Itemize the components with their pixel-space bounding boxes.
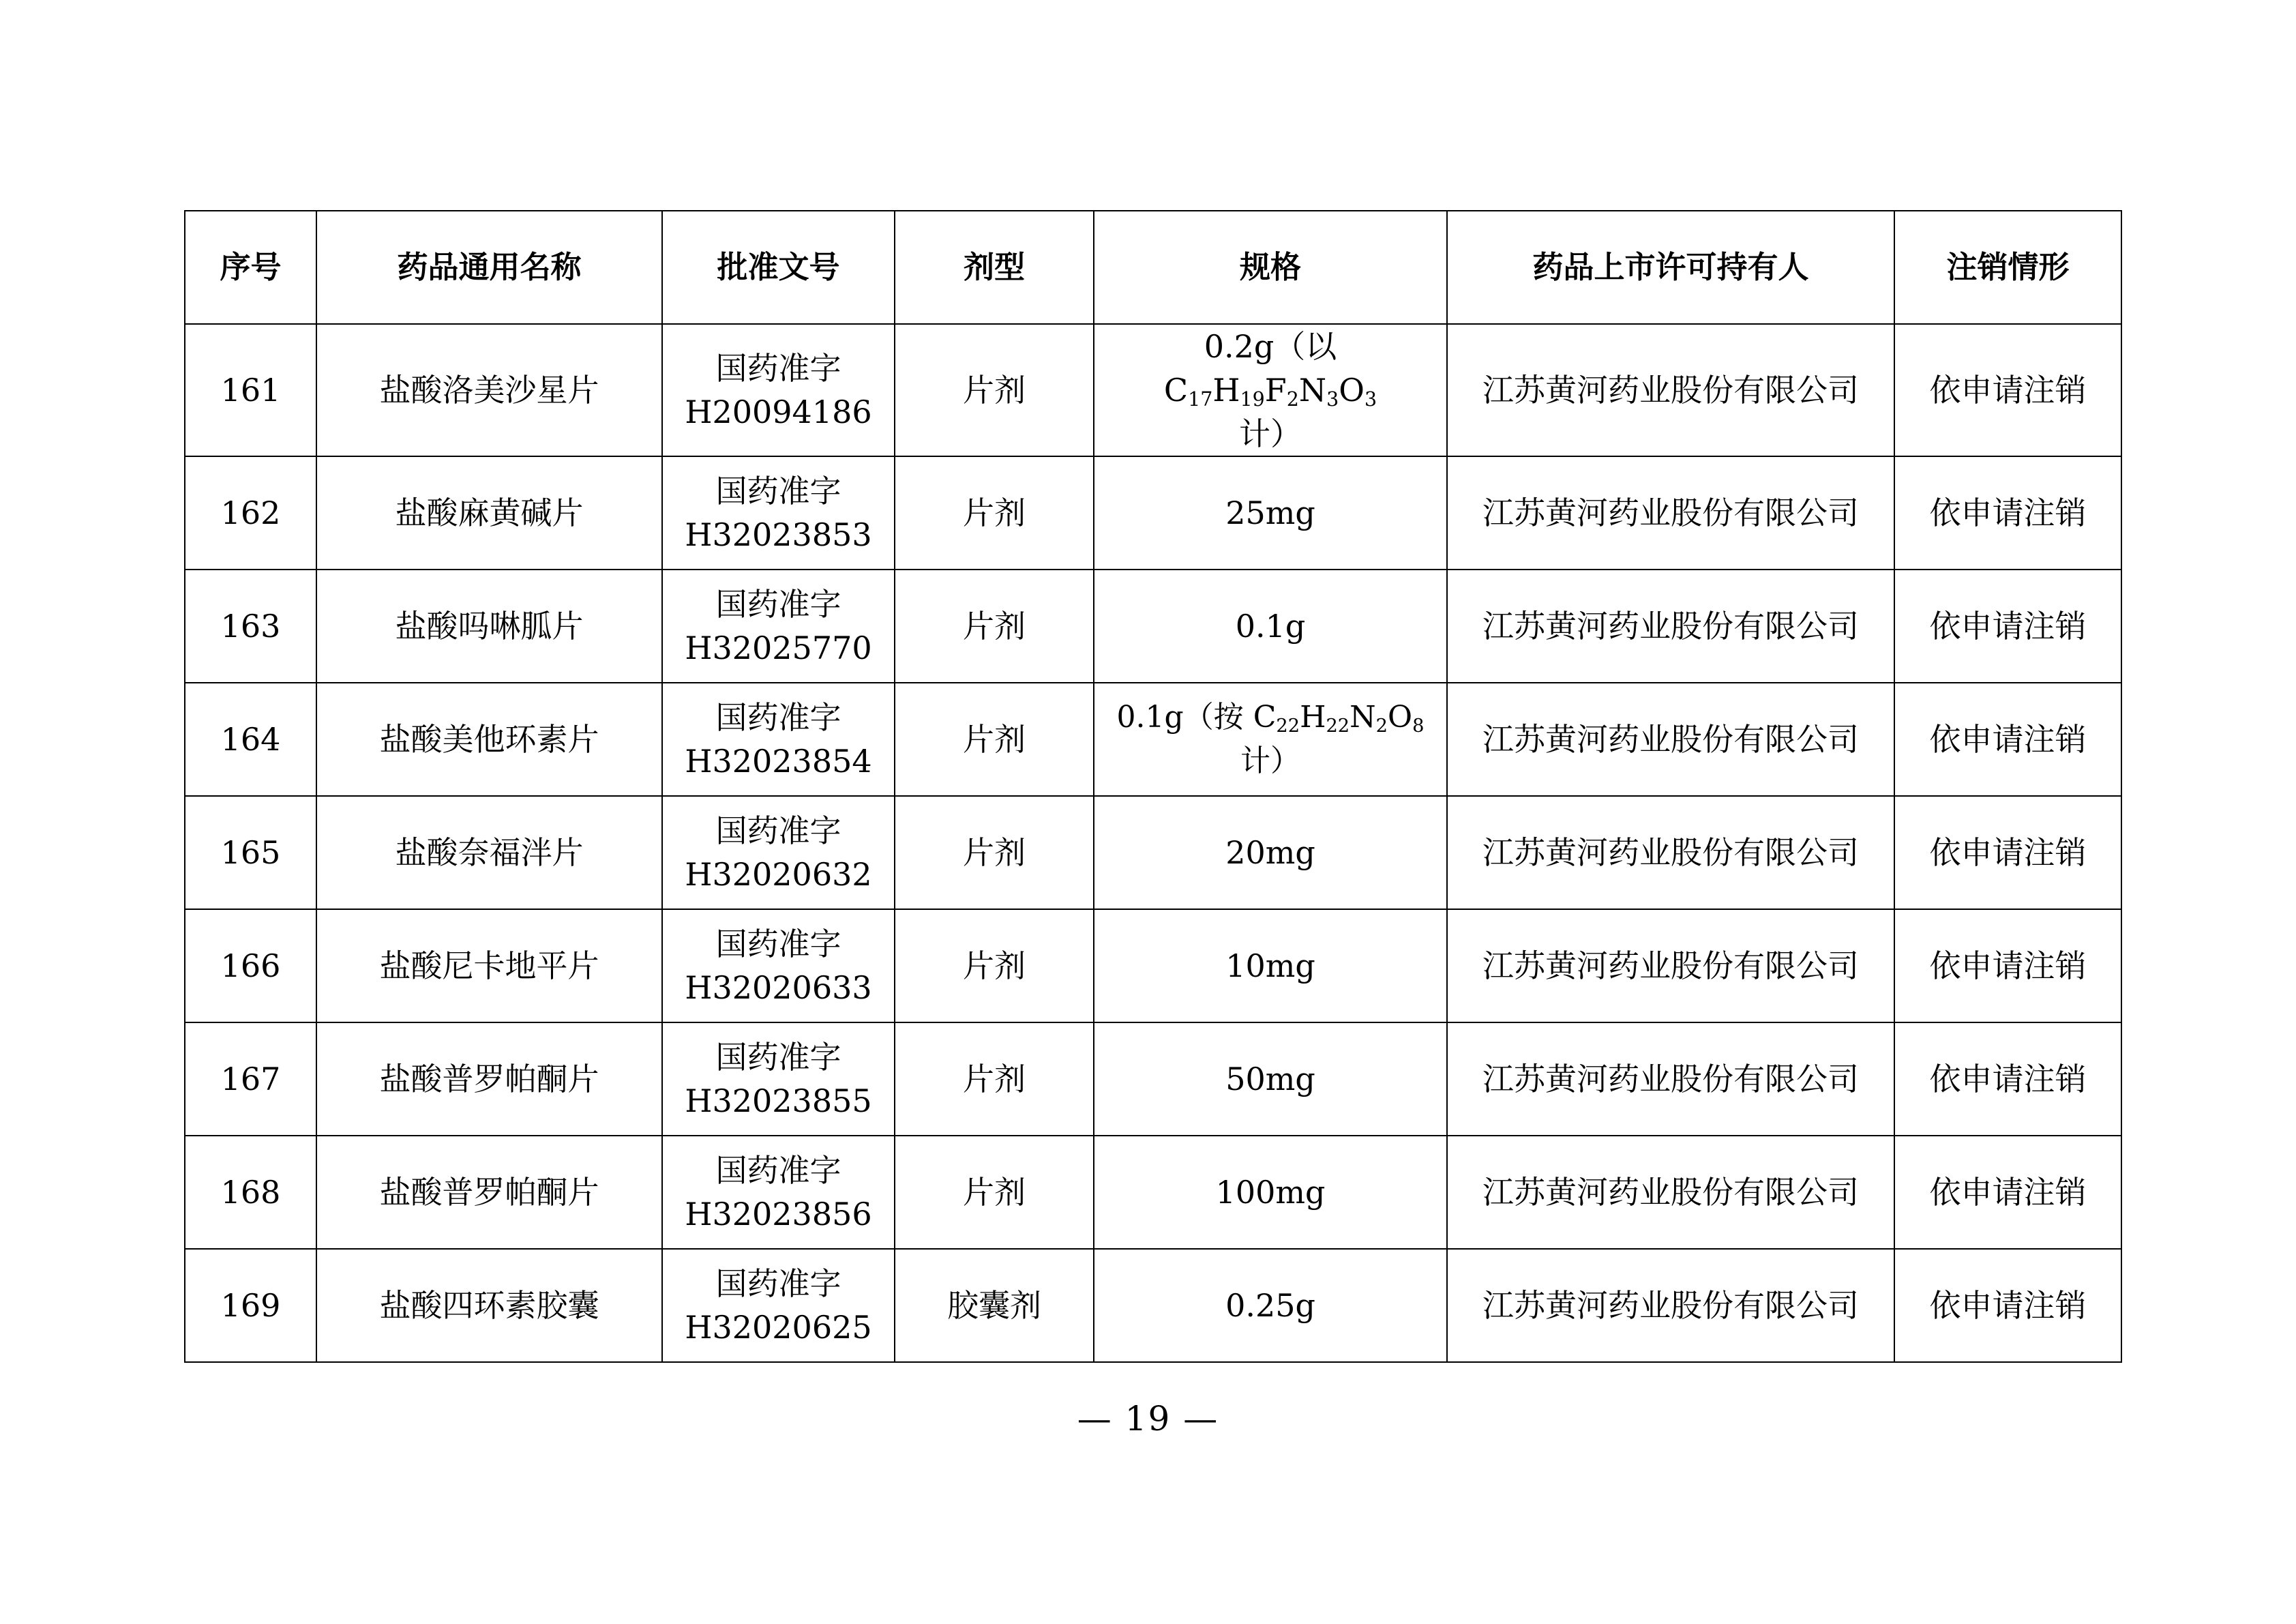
header-holder: 药品上市许可持有人 [1447, 211, 1894, 324]
page-number: — 19 — [1077, 1399, 1219, 1438]
cell-drug-name: 盐酸洛美沙星片 [316, 324, 662, 456]
cell-index: 168 [185, 1136, 316, 1249]
cell-drug-name: 盐酸尼卡地平片 [316, 909, 662, 1022]
header-dosage-form: 剂型 [895, 211, 1094, 324]
cell-dosage-form: 片剂 [895, 1022, 1094, 1136]
table-row [185, 456, 2121, 570]
cell-dosage-form: 片剂 [895, 909, 1094, 1022]
cell-approval-no [662, 324, 895, 456]
spec-line2: 计） [1239, 415, 1302, 452]
cell-cancel-reason: 依申请注销 [1894, 324, 2121, 456]
approval-line1: 国药准字 [715, 812, 841, 849]
cell-dosage-form: 胶囊剂 [895, 1249, 1094, 1362]
cell-holder: 江苏黄河药业股份有限公司 [1447, 1249, 1894, 1362]
cell-holder: 江苏黄河药业股份有限公司 [1447, 570, 1894, 683]
cell-approval-no [662, 683, 895, 796]
approval-line2: H32025770 [685, 630, 872, 666]
cell-dosage-form: 片剂 [895, 1136, 1094, 1249]
cell-holder: 江苏黄河药业股份有限公司 [1447, 683, 1894, 796]
cell-approval-no [662, 1136, 895, 1249]
spec-formula: $C_{17}H_{19}F_2N_3O_3$ [1163, 372, 1377, 411]
approval-line2: H32023854 [685, 743, 872, 780]
cell-cancel-reason: 依申请注销 [1894, 796, 2121, 909]
header-specification: 规格 [1094, 211, 1447, 324]
cell-dosage-form: 片剂 [895, 570, 1094, 683]
cell-cancel-reason: 依申请注销 [1894, 1249, 2121, 1362]
spec-prefix: 0.2g（以 [1204, 328, 1337, 365]
cell-cancel-reason: 依申请注销 [1894, 683, 2121, 796]
cell-specification: 50mg [1094, 1022, 1447, 1136]
approval-line1: 国药准字 [715, 926, 841, 962]
cell-specification: 0.25g [1094, 1249, 1447, 1362]
approval-line2: H20094186 [685, 394, 872, 430]
table-row [185, 683, 2121, 796]
table-header-row [185, 211, 2121, 324]
cell-index: 162 [185, 456, 316, 570]
cell-cancel-reason: 依申请注销 [1894, 1022, 2121, 1136]
cell-cancel-reason: 依申请注销 [1894, 456, 2121, 570]
cell-holder: 江苏黄河药业股份有限公司 [1447, 456, 1894, 570]
cell-holder: 江苏黄河药业股份有限公司 [1447, 1136, 1894, 1249]
cell-index: 165 [185, 796, 316, 909]
table-row [185, 570, 2121, 683]
cell-dosage-form: 片剂 [895, 683, 1094, 796]
cell-dosage-form: 片剂 [895, 456, 1094, 570]
cell-cancel-reason: 依申请注销 [1894, 570, 2121, 683]
drug-cancellation-table [184, 210, 2122, 1363]
approval-line1: 国药准字 [715, 699, 841, 736]
spec-line1 [1100, 325, 1441, 412]
cell-index: 166 [185, 909, 316, 1022]
cell-approval-no [662, 909, 895, 1022]
approval-line2: H32020625 [685, 1309, 872, 1346]
cell-specification [1094, 683, 1447, 796]
spec-formula: $C_{22}H_{22}N_2O_8$ [1253, 700, 1425, 737]
header-index: 序号 [185, 211, 316, 324]
cell-index: 169 [185, 1249, 316, 1362]
approval-line2: H32020633 [685, 969, 872, 1006]
table-row [185, 796, 2121, 909]
approval-line2: H32023855 [685, 1082, 872, 1119]
approval-line1: 国药准字 [715, 1265, 841, 1302]
spec-prefix: 0.1g（按 [1116, 700, 1253, 735]
cell-specification: 20mg [1094, 796, 1447, 909]
table-row [185, 324, 2121, 456]
table-row [185, 1022, 2121, 1136]
cell-index: 163 [185, 570, 316, 683]
approval-line1: 国药准字 [715, 350, 841, 387]
cell-approval-no [662, 796, 895, 909]
cell-holder: 江苏黄河药业股份有限公司 [1447, 909, 1894, 1022]
cell-holder: 江苏黄河药业股份有限公司 [1447, 324, 1894, 456]
cell-drug-name: 盐酸吗啉胍片 [316, 570, 662, 683]
cell-specification: 0.1g [1094, 570, 1447, 683]
cell-cancel-reason: 依申请注销 [1894, 1136, 2121, 1249]
approval-line1: 国药准字 [715, 586, 841, 623]
cell-index: 167 [185, 1022, 316, 1136]
cell-index: 161 [185, 324, 316, 456]
cell-specification: 10mg [1094, 909, 1447, 1022]
approval-line1: 国药准字 [715, 1152, 841, 1189]
header-drug-name: 药品通用名称 [316, 211, 662, 324]
header-approval-no: 批准文号 [662, 211, 895, 324]
cell-drug-name: 盐酸奈福泮片 [316, 796, 662, 909]
cell-drug-name: 盐酸麻黄碱片 [316, 456, 662, 570]
cell-drug-name: 盐酸美他环素片 [316, 683, 662, 796]
cell-drug-name: 盐酸普罗帕酮片 [316, 1022, 662, 1136]
approval-line1: 国药准字 [715, 1039, 841, 1076]
cell-approval-no [662, 1249, 895, 1362]
spec-suffix: 计） [1240, 743, 1300, 778]
cell-holder: 江苏黄河药业股份有限公司 [1447, 796, 1894, 909]
cell-drug-name: 盐酸普罗帕酮片 [316, 1136, 662, 1249]
cell-drug-name: 盐酸四环素胶囊 [316, 1249, 662, 1362]
header-cancel-reason: 注销情形 [1894, 211, 2121, 324]
cell-approval-no [662, 1022, 895, 1136]
cell-specification [1094, 324, 1447, 456]
table-row [185, 1249, 2121, 1362]
cell-cancel-reason: 依申请注销 [1894, 909, 2121, 1022]
cell-dosage-form: 片剂 [895, 796, 1094, 909]
table-row [185, 909, 2121, 1022]
approval-line2: H32023853 [685, 516, 872, 553]
cell-approval-no [662, 570, 895, 683]
cell-specification: 100mg [1094, 1136, 1447, 1249]
cell-holder: 江苏黄河药业股份有限公司 [1447, 1022, 1894, 1136]
approval-line2: H32020632 [685, 856, 872, 893]
cell-specification: 25mg [1094, 456, 1447, 570]
cell-index: 164 [185, 683, 316, 796]
approval-line2: H32023856 [685, 1196, 872, 1232]
cell-approval-no [662, 456, 895, 570]
cell-dosage-form: 片剂 [895, 324, 1094, 456]
table-row [185, 1136, 2121, 1249]
approval-line1: 国药准字 [715, 473, 841, 510]
